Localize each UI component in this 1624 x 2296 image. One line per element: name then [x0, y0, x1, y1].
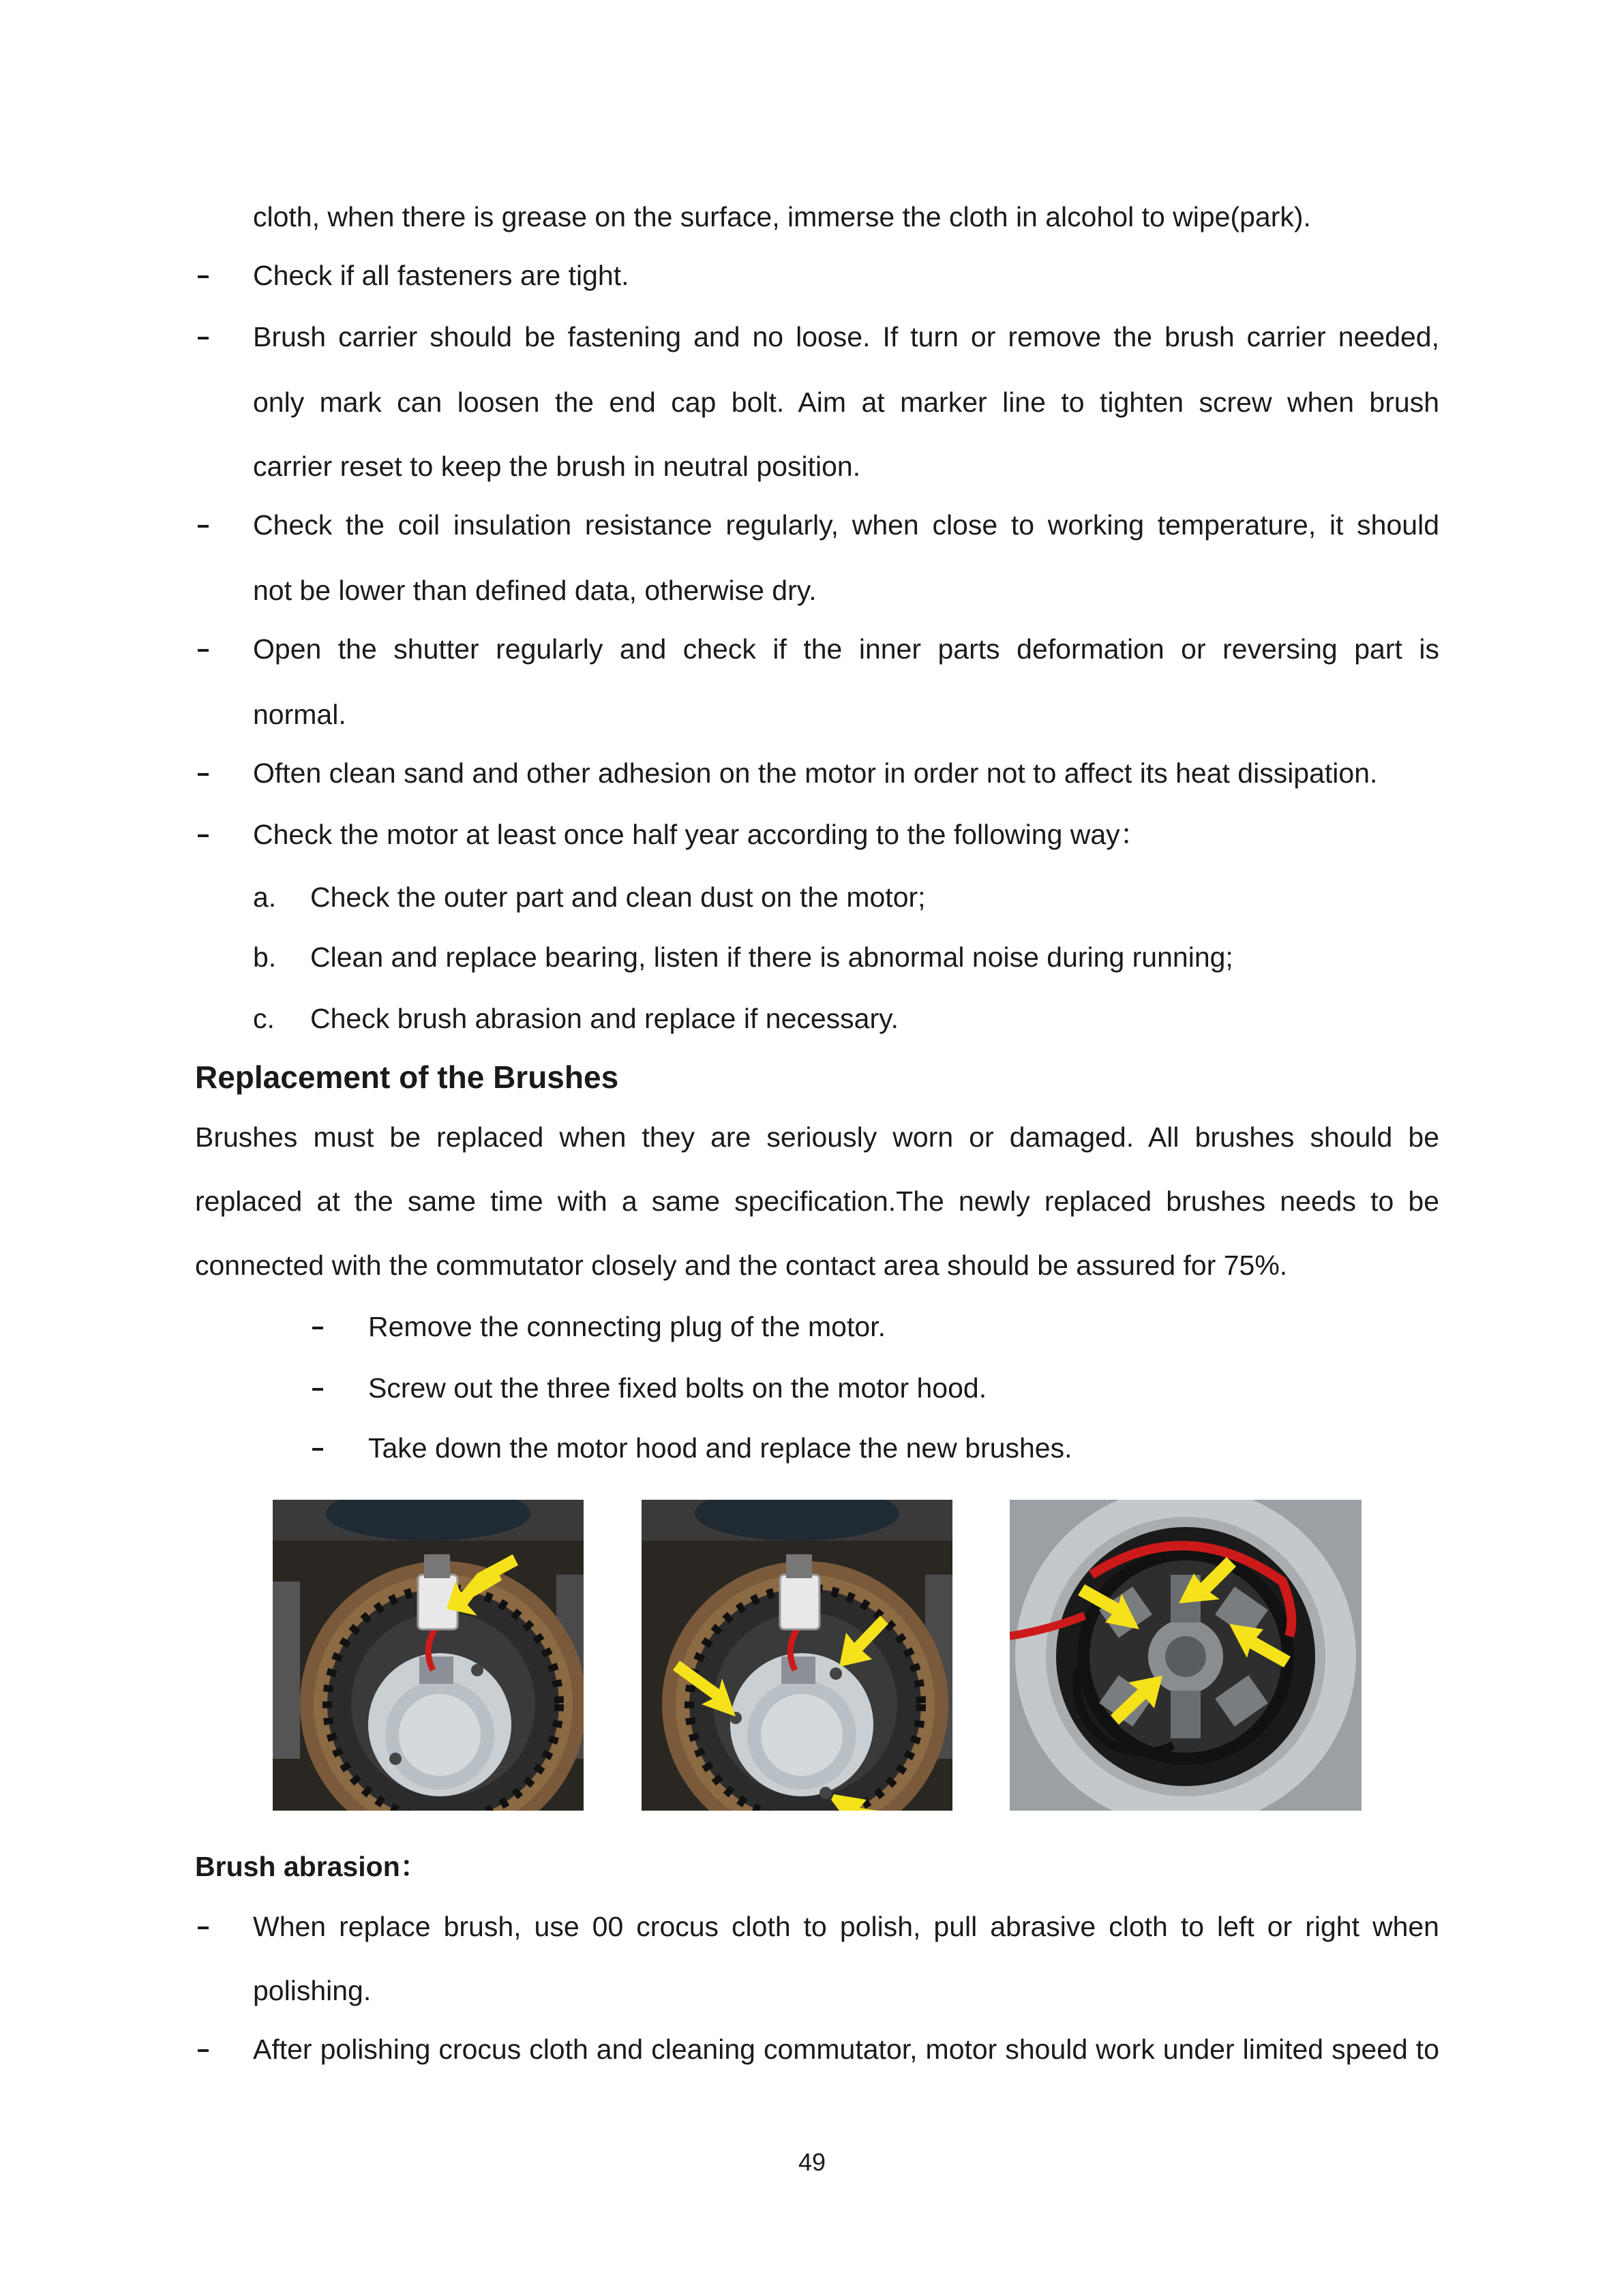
list-letter: a.	[253, 881, 277, 913]
bullet-dash	[198, 2049, 209, 2052]
subsection-heading: Brush abrasion：	[195, 1851, 428, 1882]
bullet-dash	[312, 1448, 323, 1451]
photo-motor-plug	[273, 1500, 584, 1811]
paragraph-line: connected with the commutator closely and the contact area should be assured for 75%.	[195, 1250, 1288, 1281]
text-line: polishing.	[253, 1975, 372, 2006]
bullet-dash	[198, 773, 209, 776]
bullet-dash	[198, 834, 209, 837]
bullet-dash	[312, 1388, 323, 1391]
text-line: When replace brush, use 00 crocus cloth to polish, pull abrasive cloth to left or right when	[253, 1911, 1439, 1942]
text-line: Check the motor at least once half year according to the following way：	[253, 819, 1148, 850]
text-line: only mark can loosen the end cap bolt. Aim at marker line to tighten screw when brush	[253, 387, 1439, 418]
step-item: Take down the motor hood and replace the new brushes.	[368, 1432, 1072, 1464]
text-line: not be lower than defined data, otherwise dry.	[253, 575, 817, 606]
list-item: Clean and replace bearing, listen if there is abnormal noise during running;	[310, 941, 1233, 973]
page-number: 49	[798, 2148, 826, 2176]
text-line: Open the shutter regularly and check if the inner parts deformation or reversing part is	[253, 633, 1439, 665]
section-heading: Replacement of the Brushes	[195, 1059, 619, 1095]
step-item: Screw out the three fixed bolts on the motor hood.	[368, 1372, 987, 1404]
paragraph-line: replaced at the same time with a same specification.The newly replaced brushes needs to be	[195, 1185, 1439, 1217]
text-line: Often clean sand and other adhesion on the motor in order not to affect its heat dissipation.	[253, 757, 1378, 789]
text-line: After polishing crocus cloth and cleaning commutator, motor should work under limited speed to	[253, 2034, 1439, 2065]
list-item: Check brush abrasion and replace if necessary.	[310, 1003, 899, 1034]
text-line: normal.	[253, 699, 346, 730]
bullet-dash	[198, 1927, 209, 1929]
arrow-icon	[1010, 1500, 1362, 1811]
bullet-dash	[198, 649, 209, 652]
text-line: cloth, when there is grease on the surface, immerse the cloth in alcohol to wipe(park).	[253, 201, 1311, 232]
text-line: Check if all fasteners are tight.	[253, 260, 629, 291]
bullet-dash	[312, 1327, 323, 1329]
list-letter: c.	[253, 1003, 275, 1034]
text-line: Check the coil insulation resistance regularly, when close to working temperature, it should	[253, 509, 1439, 541]
text-line: carrier reset to keep the brush in neutral position.	[253, 451, 861, 482]
photo-brush-carrier	[1010, 1500, 1362, 1811]
bullet-dash	[198, 337, 209, 339]
bullet-dash	[198, 275, 209, 278]
bullet-dash	[198, 525, 209, 528]
text-line: Brush carrier should be fastening and no loose. If turn or remove the brush carrier needed,	[253, 321, 1439, 352]
list-item: Check the outer part and clean dust on the motor;	[310, 881, 926, 913]
arrow-icon	[642, 1500, 952, 1811]
arrow-icon	[273, 1500, 584, 1811]
step-item: Remove the connecting plug of the motor.	[368, 1311, 886, 1342]
paragraph-line: Brushes must be replaced when they are seriously worn or damaged. All brushes should be	[195, 1121, 1439, 1153]
photo-motor-hood-bolts	[642, 1500, 952, 1811]
list-letter: b.	[253, 941, 277, 973]
